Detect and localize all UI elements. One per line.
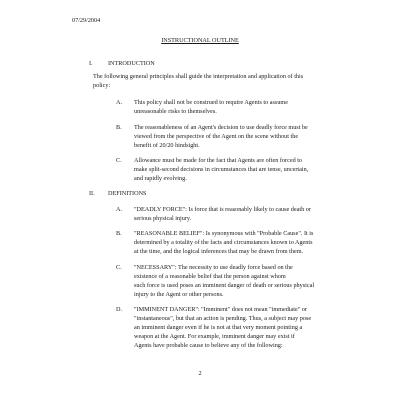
item-letter: B. <box>116 124 122 131</box>
item-letter: D. <box>116 306 123 313</box>
item-line: weapon at the Agent. For example, imminent danger may exist if <box>134 333 295 340</box>
item-line: existence of a reasonable belief that the person against whom <box>134 273 286 280</box>
item-line: Allowance must be made for the fact that Agents are often forced to <box>134 157 303 164</box>
section-number: II. <box>89 190 95 197</box>
item-line: "instantaneous", but that an action is pending. Thus, a subject may pose <box>134 315 312 322</box>
document-title: INSTRUCTIONAL OUTLINE <box>161 37 239 44</box>
item-line: serious physical injury. <box>134 215 192 222</box>
item-line: Agents have probable cause to believe any of the following: <box>134 342 283 349</box>
item-line: unreasonable risks to themselves. <box>134 108 217 115</box>
item-line: "REASONABLE BELIEF": Is synonymous with "Probable Cause". It is <box>134 230 314 237</box>
page-number: 2 <box>198 370 202 377</box>
item-line: determined by a totality of the facts and circumstances known to Agents <box>134 239 313 246</box>
item-letter: A. <box>116 99 123 106</box>
section-title: INTRODUCTION <box>108 60 155 67</box>
item-line: "DEADLY FORCE": Is force that is reasonably likely to cause death or <box>134 206 311 213</box>
section-title: DEFINITIONS <box>108 190 147 197</box>
item-line: make split-second decisions in circumstances that are tense, uncertain, <box>134 166 309 173</box>
section-intro-line: policy: <box>93 82 111 89</box>
item-line: The reasonableness of an Agent's decision to use deadly force must be <box>134 124 308 131</box>
section-number: I. <box>89 60 93 67</box>
item-line: such force is used poses an imminent danger of death or serious physical <box>134 282 315 289</box>
item-line: benefit of 20/20 hindsight. <box>134 142 200 149</box>
item-letter: B. <box>116 230 122 237</box>
item-letter: C. <box>116 264 122 271</box>
item-line: viewed from the perspective of the Agent on the scene without the <box>134 133 299 140</box>
item-line: injury to the Agent or other persons. <box>134 291 224 298</box>
item-line: "NECESSARY": The necessity to use deadly force based on the <box>134 264 293 271</box>
item-line: "IMMINENT DANGER": "Imminent" does not mean "immediate" or <box>134 306 307 313</box>
item-line: at the time, and the logical inferences that may be drawn from them. <box>134 248 304 255</box>
section-intro-line: The following general principles shall guide the interpretation and application of this <box>93 73 304 80</box>
item-line: This policy shall not be construed to require Agents to assume <box>134 99 288 106</box>
item-letter: A. <box>116 206 123 213</box>
item-line: and rapidly evolving. <box>134 175 187 182</box>
item-letter: C. <box>116 157 122 164</box>
item-line: an imminent danger even if he is not at that very moment pointing a <box>134 324 303 331</box>
document-date: 07/29/2004 <box>72 17 101 24</box>
